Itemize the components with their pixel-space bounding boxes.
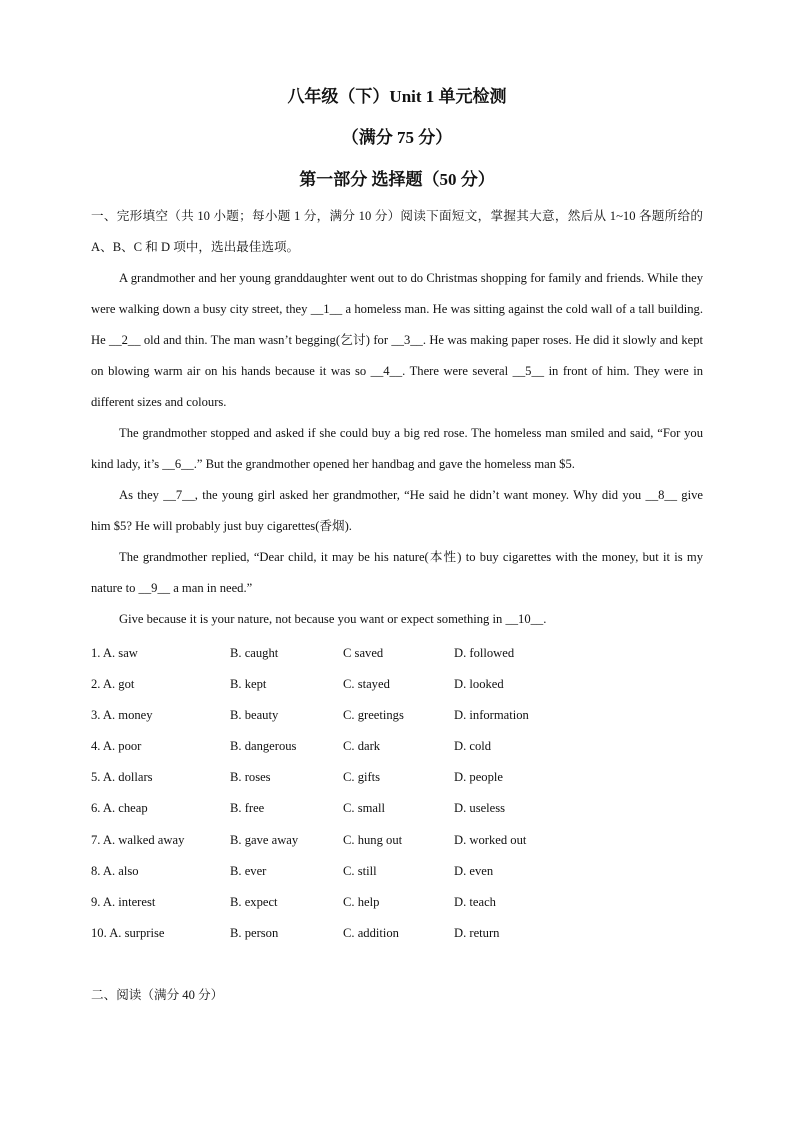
option-row (91, 887, 703, 918)
option-b: B. caught (230, 646, 279, 660)
option-c: C saved (343, 646, 384, 660)
option-row (91, 731, 703, 762)
passage-paragraph: As they __7__, the young girl asked her grandmother, “He said he didn’t want money. Why did you __8__ give him $5? He will probably just buy cigarettes(香烟). (91, 488, 703, 533)
reading-section-heading: 二、阅读（满分 40 分） (91, 988, 224, 1002)
option-d: D. followed (454, 646, 515, 660)
option-c: C. stayed (343, 677, 390, 692)
option-row (91, 793, 703, 824)
option-b: B. roses (230, 770, 271, 785)
option-b: B. dangerous (230, 739, 297, 754)
option-c: C. small (343, 801, 385, 816)
option-c: C. addition (343, 925, 399, 940)
option-c: C. dark (343, 739, 381, 754)
option-b: B. expect (230, 894, 278, 909)
cloze-instruction: 一、完形填空（共 10 小题；每小题 1 分，满分 10 分）阅读下面短文，掌握其大意，然后从 1~10 各题所给的 A、B、C 和 D 项中，选出最佳选项。 (91, 209, 703, 254)
option-row (91, 762, 703, 793)
passage-paragraph: Give because it is your nature, not because you want or expect something in __10__. (119, 612, 547, 626)
answer-options (91, 638, 703, 949)
option-b: B. ever (230, 863, 267, 878)
option-a: 9. A. interest (91, 894, 156, 909)
option-c: C. greetings (343, 708, 404, 723)
option-row (91, 669, 703, 700)
option-row (91, 856, 703, 887)
option-d: D. teach (454, 894, 496, 909)
option-c: C. help (343, 894, 380, 909)
option-row (91, 638, 703, 669)
option-row (91, 825, 703, 856)
total-score: （满分 75 分） (341, 128, 453, 147)
passage-paragraph: A grandmother and her young granddaughter went out to do Christmas shopping for family and friends. While they were walking down a busy city street, they __1__ a homeless man. He was sitting against the cold wall of a tall building. He __2__ old and thin. The man wasn’t begging(乞讨) for __3__. He was making paper roses. He did it slowly and kept on blowing warm air on his hands because it was so __4__. There were several __5__ in front of him. They were in different sizes and colours. (91, 271, 703, 409)
option-d: D. useless (454, 801, 506, 816)
option-row (91, 700, 703, 731)
cloze-passage (91, 263, 703, 635)
option-a: 7. A. walked away (91, 832, 185, 847)
option-d: D. cold (454, 739, 492, 754)
option-b: B. gave away (230, 832, 299, 847)
option-b: B. person (230, 925, 279, 940)
option-a: 4. A. poor (91, 739, 142, 754)
option-a: 6. A. cheap (91, 801, 148, 816)
option-a: 10. A. surprise (91, 925, 165, 940)
passage-paragraph: The grandmother replied, “Dear child, it may be his nature(本性) to buy cigarettes with the money, but it is my nature to __9__ a man in need.” (91, 550, 703, 595)
option-d: D. information (454, 708, 529, 723)
option-c: C. hung out (343, 832, 403, 847)
passage-paragraph: The grandmother stopped and asked if she could buy a big red rose. The homeless man smiled and said, “For you kind lady, it’s __6__.” But the grandmother opened her handbag and gave the homeless man $5. (91, 426, 703, 471)
option-c: C. gifts (343, 770, 381, 785)
option-a: 8. A. also (91, 863, 139, 878)
option-c: C. still (343, 863, 377, 878)
option-b: B. free (230, 801, 265, 816)
option-d: D. people (454, 770, 503, 785)
option-d: D. looked (454, 677, 504, 692)
option-d: D. return (454, 925, 500, 940)
option-d: D. even (454, 863, 494, 878)
option-a: 1. A. saw (91, 646, 138, 660)
page-title: 八年级（下）Unit 1 单元检测 (287, 87, 507, 106)
option-b: B. kept (230, 677, 267, 692)
part-heading: 第一部分 选择题（50 分） (299, 170, 495, 189)
option-b: B. beauty (230, 708, 279, 723)
option-d: D. worked out (454, 832, 527, 847)
option-a: 3. A. money (91, 708, 153, 723)
option-a: 2. A. got (91, 677, 135, 692)
option-a: 5. A. dollars (91, 770, 153, 785)
option-row (91, 918, 703, 949)
